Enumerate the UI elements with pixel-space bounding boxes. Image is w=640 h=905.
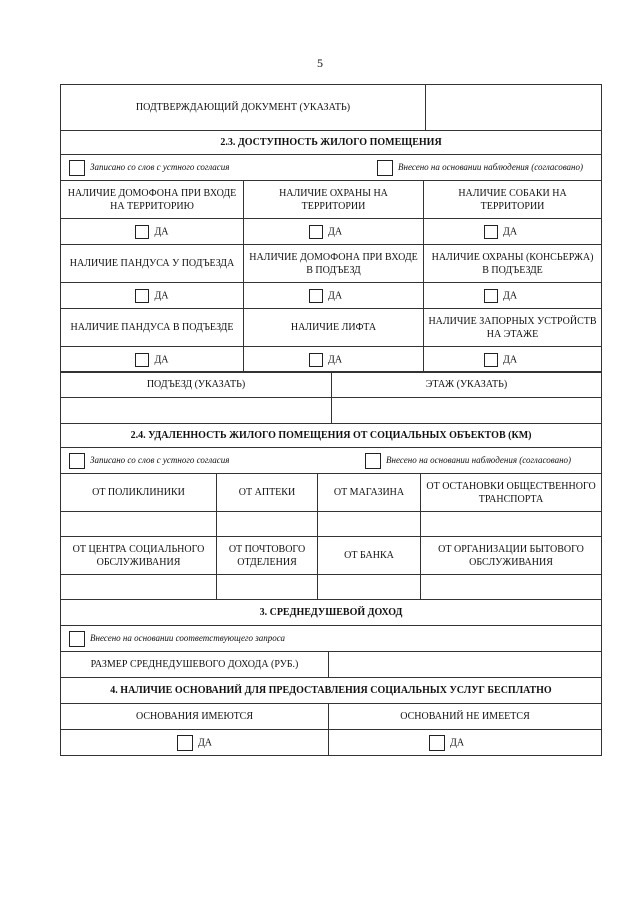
distance-label: ОТ ПОЛИКЛИНИКИ — [61, 474, 217, 512]
yes-label: ДА — [503, 226, 518, 237]
section-2-3-source-row — [61, 155, 602, 181]
item-label: НАЛИЧИЕ СОБАКИ НА ТЕРРИТОРИИ — [424, 181, 602, 219]
entrance-field[interactable] — [61, 398, 332, 424]
distance-label: ОТ АПТЕКИ — [217, 474, 318, 512]
item-checkbox-cell — [244, 219, 424, 245]
checkbox-verbal-2-3[interactable] — [69, 160, 85, 176]
floor-field[interactable] — [332, 398, 602, 424]
yes-label: ДА — [328, 290, 343, 301]
yes-label: ДА — [328, 354, 343, 365]
distance-label: ОТ ПОЧТОВОГО ОТДЕЛЕНИЯ — [217, 537, 318, 575]
grounds-absent-checkbox-cell — [329, 730, 602, 756]
yes-checkbox[interactable] — [484, 353, 498, 367]
item-checkbox-cell — [244, 347, 424, 373]
item-checkbox-cell — [424, 219, 602, 245]
distance-field[interactable] — [421, 575, 602, 600]
item-label: НАЛИЧИЕ ПАНДУСА У ПОДЪЕЗДА — [61, 245, 244, 283]
distance-field[interactable] — [61, 575, 217, 600]
item-label: НАЛИЧИЕ ДОМОФОНА ПРИ ВХОДЕ В ПОДЪЕЗД — [244, 245, 424, 283]
yes-label: ДА — [503, 290, 518, 301]
distance-label: ОТ ЦЕНТРА СОЦИАЛЬНОГО ОБСЛУЖИВАНИЯ — [61, 537, 217, 575]
yes-label: ДА — [154, 354, 169, 365]
confirming-document-label: ПОДТВЕРЖДАЮЩИЙ ДОКУМЕНТ (УКАЗАТЬ) — [61, 85, 426, 131]
item-label: НАЛИЧИЕ ОХРАНЫ НА ТЕРРИТОРИИ — [244, 181, 424, 219]
item-checkbox-cell — [424, 283, 602, 309]
section-4-title: 4. НАЛИЧИЕ ОСНОВАНИЙ ДЛЯ ПРЕДОСТАВЛЕНИЯ СОЦИАЛЬНЫХ УСЛУГ БЕСПЛАТНО — [61, 678, 602, 704]
grounds-exist-checkbox-cell — [61, 730, 329, 756]
section-3-table — [60, 599, 602, 678]
yes-checkbox[interactable] — [135, 353, 149, 367]
section-2-4-source-row — [61, 448, 602, 474]
section-4-table — [60, 677, 602, 756]
yes-checkbox[interactable] — [484, 225, 498, 239]
section-2-3-table — [60, 130, 602, 373]
item-checkbox-cell — [244, 283, 424, 309]
item-label: НАЛИЧИЕ ЛИФТА — [244, 309, 424, 347]
item-checkbox-cell — [61, 283, 244, 309]
distance-label: ОТ ОРГАНИЗАЦИИ БЫТОВОГО ОБСЛУЖИВАНИЯ — [421, 537, 602, 575]
page-number: 5 — [317, 56, 323, 70]
yes-checkbox[interactable] — [309, 225, 323, 239]
yes-label: ДА — [450, 737, 465, 748]
yes-checkbox[interactable] — [135, 289, 149, 303]
yes-checkbox[interactable] — [484, 289, 498, 303]
source-observation-label: Внесено на основании наблюдения (согласовано) — [386, 455, 572, 465]
distance-field[interactable] — [61, 512, 217, 537]
confirming-document-field[interactable] — [426, 85, 602, 131]
distance-label: ОТ БАНКА — [318, 537, 421, 575]
section-3-source-row — [61, 626, 602, 652]
source-request-label: Внесено на основании соответствующего запроса — [90, 633, 285, 643]
item-label: НАЛИЧИЕ ЗАПОРНЫХ УСТРОЙСТВ НА ЭТАЖЕ — [424, 309, 602, 347]
item-checkbox-cell — [61, 347, 244, 373]
grounds-exist-checkbox[interactable] — [177, 735, 193, 751]
section-3-title: 3. СРЕДНЕДУШЕВОЙ ДОХОД — [61, 600, 602, 626]
grounds-exist-label: ОСНОВАНИЯ ИМЕЮТСЯ — [61, 704, 329, 730]
yes-label: ДА — [154, 226, 169, 237]
source-observation-label: Внесено на основании наблюдения (согласовано) — [397, 162, 584, 172]
source-verbal-label: Записано со слов с устного согласия — [90, 455, 230, 465]
distance-label: ОТ МАГАЗИНА — [318, 474, 421, 512]
distance-field[interactable] — [421, 512, 602, 537]
distance-field[interactable] — [318, 512, 421, 537]
checkbox-verbal-2-4[interactable] — [69, 453, 85, 469]
item-label: НАЛИЧИЕ ОХРАНЫ (КОНСЬЕРЖА) В ПОДЪЕЗДЕ — [424, 245, 602, 283]
item-label: НАЛИЧИЕ ДОМОФОНА ПРИ ВХОДЕ НА ТЕРРИТОРИЮ — [61, 181, 244, 219]
section-2-4-title: 2.4. УДАЛЕННОСТЬ ЖИЛОГО ПОМЕЩЕНИЯ ОТ СОЦИАЛЬНЫХ ОБЪЕКТОВ (КМ) — [61, 424, 602, 448]
distance-field[interactable] — [318, 575, 421, 600]
grounds-absent-checkbox[interactable] — [429, 735, 445, 751]
yes-label: ДА — [328, 226, 343, 237]
distance-field[interactable] — [217, 512, 318, 537]
yes-label: ДА — [503, 354, 518, 365]
section-2-3-title: 2.3. ДОСТУПНОСТЬ ЖИЛОГО ПОМЕЩЕНИЯ — [61, 131, 602, 155]
entrance-label: ПОДЪЕЗД (УКАЗАТЬ) — [61, 372, 332, 398]
section-2-4-table — [60, 423, 602, 600]
item-label: НАЛИЧИЕ ПАНДУСА В ПОДЪЕЗДЕ — [61, 309, 244, 347]
checkbox-request[interactable] — [69, 631, 85, 647]
floor-label: ЭТАЖ (УКАЗАТЬ) — [332, 372, 602, 398]
item-checkbox-cell — [61, 219, 244, 245]
confirming-document-table — [60, 84, 602, 131]
yes-label: ДА — [197, 737, 213, 748]
yes-checkbox[interactable] — [135, 225, 149, 239]
distance-label: ОТ ОСТАНОВКИ ОБЩЕСТВЕННОГО ТРАНСПОРТА — [421, 474, 602, 512]
entrance-floor-table — [60, 371, 602, 424]
yes-checkbox[interactable] — [309, 289, 323, 303]
yes-label: ДА — [154, 290, 169, 301]
item-checkbox-cell — [424, 347, 602, 373]
checkbox-observation-2-3[interactable] — [377, 160, 393, 176]
checkbox-observation-2-4[interactable] — [365, 453, 381, 469]
grounds-absent-label: ОСНОВАНИЙ НЕ ИМЕЕТСЯ — [329, 704, 602, 730]
distance-field[interactable] — [217, 575, 318, 600]
income-label: РАЗМЕР СРЕДНЕДУШЕВОГО ДОХОДА (РУБ.) — [61, 652, 329, 678]
source-verbal-label: Записано со слов с устного согласия — [90, 162, 230, 172]
yes-checkbox[interactable] — [309, 353, 323, 367]
income-field[interactable] — [329, 652, 602, 678]
